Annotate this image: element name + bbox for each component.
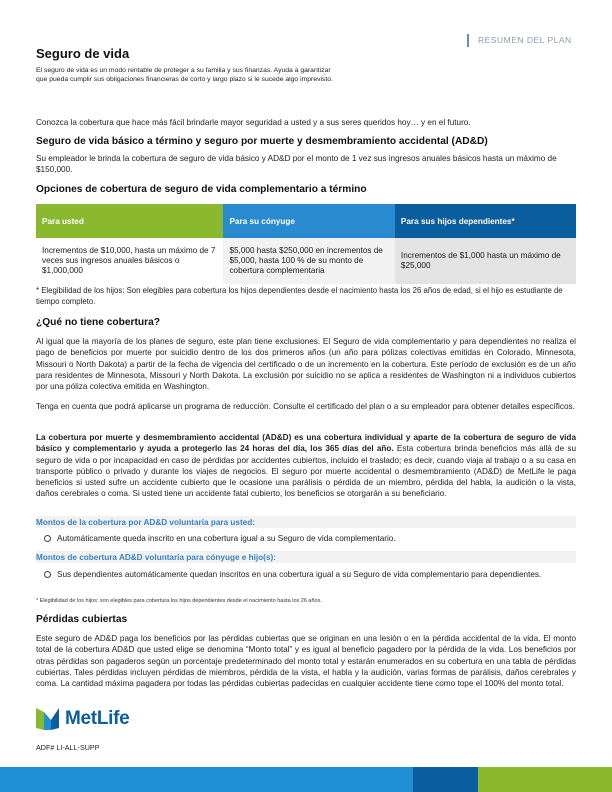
- table-header-you: Para usted: [36, 204, 223, 238]
- table-cell-children: Incrementos de $1,000 hasta un máximo de $25,000: [395, 238, 576, 284]
- intro-text: El seguro de vida es un modo rentable de proteger a su familia y sus finanzas. Ayuda a garantizar que pueda cumplir sus obligaciones financieras de corto y largo plazo si le sucede algo imprevisto.: [36, 67, 333, 83]
- bullet-circle-icon: [44, 571, 51, 578]
- metlife-logo: [36, 706, 156, 732]
- options-footnote: * Elegibilidad de los hijos: Son elegibles para cobertura los hijos dependientes desde el nacimiento hasta los 26 años de edad, si el hijo es estudiante de tiempo completo.: [36, 286, 563, 306]
- not-covered-p3: [36, 432, 576, 500]
- document-code: ADF# LI-ALL-SUPP: [36, 743, 100, 752]
- not-covered-p2: Tenga en cuenta que podrá aplicarse un programa de reducción. Consulte el certificado del plan o a su empleador para obtener detalles específicos.: [36, 402, 575, 411]
- covered-losses-heading: Pérdidas cubiertas: [36, 614, 128, 625]
- basic-text: Su empleador le brinda la cobertura de seguro de vida básico y AD&D por el monto de 1 vez sus ingresos anuales básicos hasta un máximo de $150,000.: [36, 154, 557, 175]
- add-family-bullet-text: Sus dependientes automáticamente quedan inscritos en una cobertura igual a su Seguro de vida complementario para dependientes.: [57, 570, 542, 579]
- coverage-table: [36, 204, 576, 284]
- page-title: Seguro de vida: [36, 46, 130, 61]
- covered-losses-text: Este seguro de AD&D paga los beneficios por las pérdidas cubiertas que se originan en una lesión o en la pérdida accidental de la vida. El monto total de la cobertura AD&D que usted elige se denomina “Monto total” y es igual al beneficio pagadero por la pérdida de la vida. Los beneficios por otras pérdidas son pagaderos según un porcentaje predeterminado del monto total y estarán enumerados en su cobertura en una tabla de pérdidas cubiertas. Tales pérdidas incluyen pérdidas de miembros, pérdida de la vista, el habla y la audición, varias formas de parálisis, daños cerebrales y coma. La cantidad máxima pagadera por todas las pérdidas cubiertas padecidas en cualquier accidente tiene como tope el 100% del monto total.: [36, 634, 576, 689]
- plan-summary-label: RESUMEN DEL PLAN: [467, 34, 572, 47]
- add-intro-rest: Esta cobertura brinda beneficios más allá de su seguro de vida o por incapacidad en caso de pérdidas por accidentes cubiertos, incluido el traslado; es decir, cuando viaja al trabajo o a su casa en transporte público o privado y durante los viajes de negocios. El seguro por muerte accidental o desmembramiento (AD&D) de MetLife le paga beneficios si usted sufre un accidente cubierto que le ocasione una parálisis o pérdida de un miembro, pérdida del habla, la audición o la vista, daños cerebrales o coma. Si usted tiene un accidente fatal cubierto, los beneficios se otorgarán a su beneficiario.: [36, 444, 576, 499]
- table-header-spouse: Para su cónyuge: [223, 204, 394, 238]
- add-family-heading: Montos de cobertura AD&D voluntaria para cónyuge e hijo(s):: [36, 553, 276, 562]
- not-covered-p1: Al igual que la mayoría de los planes de seguro, este plan tiene exclusiones. El Seguro de vida complementario y para dependientes no realiza el pago de beneficios por muerte por suicidio dentro de los dos primeros años (un año para pólizas colectivas emitidas en Colorado, Minnesota, Missouri o North Dakota) a partir de la fecha de vigencia del certificado o de un incremento en la cobertura. Este período de exclusión es de un año para residentes de Minnesota, Missouri y North Dakota. La exclusión por suicidio no se aplica a residentes de Washington ni a individuos cubiertos por una póliza colectiva emitida en Washington.: [36, 337, 576, 392]
- footer-bar-green: [478, 767, 612, 792]
- add-you-bullet: [44, 533, 564, 544]
- add-intro-bold: La cobertura por muerte y desmembramiento accidental (AD&D) es una cobertura individual y aparte de la cobertura de seguro de vida básico y complementario y ayuda a protegerlo las 24 horas del día, los 365 días del año.: [36, 433, 576, 454]
- footer-bar-dark-blue: [413, 767, 478, 792]
- table-cell-spouse: $5,000 hasta $250,000 en incrementos de $5,000, hasta 100 % de su monto de cobertura complementaria: [223, 238, 394, 284]
- table-cell-you: Incrementos de $10,000, hasta un máximo de 7 veces sus ingresos anuales básicos o $1,000,000: [36, 238, 223, 284]
- metlife-logo-text: MetLife: [65, 708, 130, 729]
- add-family-bullet: [44, 569, 562, 580]
- add-you-heading: Montos de la cobertura por AD&D voluntaria para usted:: [36, 518, 255, 527]
- options-heading: Opciones de cobertura de seguro de vida complementario a término: [36, 184, 367, 195]
- lead-text: Conozca la cobertura que hace más fácil brindarle mayor seguridad a usted y a sus seres queridos hoy… y en el futuro.: [36, 118, 471, 127]
- footer-bar-light-blue: [0, 767, 413, 792]
- add-family-footnote: * Elegibilidad de los hijos: son elegibles para cobertura los hijos dependientes desde el nacimiento hasta los 26 años.: [36, 598, 322, 604]
- bullet-circle-icon: [44, 535, 51, 542]
- table-header-children: Para sus hijos dependientes*: [395, 204, 576, 238]
- not-covered-heading: ¿Qué no tiene cobertura?: [36, 317, 160, 328]
- add-you-bullet-text: Automáticamente queda inscrito en una cobertura igual a su Seguro de vida complementario.: [57, 534, 396, 543]
- metlife-logo-icon: [36, 706, 62, 732]
- basic-heading: Seguro de vida básico a término y seguro por muerte y desmembramiento accidental (AD&D): [36, 136, 488, 147]
